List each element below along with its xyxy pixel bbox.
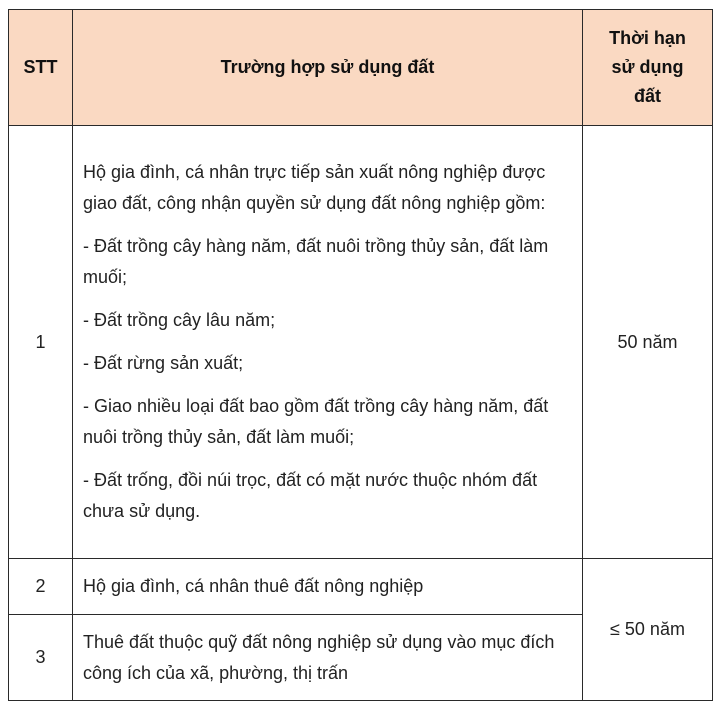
row-1-paragraph-4: - Đất rừng sản xuất;: [83, 353, 244, 373]
row-1-paragraph-5: - Giao nhiều loại đất bao gồm đất trồng cây hàng năm, đất nuôi trồng thủy sản, đất làm muối;: [83, 396, 549, 447]
table-header-row: [9, 10, 713, 126]
row-1-paragraph-2: - Đất trồng cây hàng năm, đất nuôi trồng thủy sản, đất làm muối;: [83, 236, 549, 287]
header-term: [583, 10, 713, 126]
header-term-line-1: Thời hạn: [609, 28, 686, 48]
row-1-paragraph-6: - Đất trống, đồi núi trọc, đất có mặt nước thuộc nhóm đất chưa sử dụng.: [83, 470, 538, 521]
table-row: [9, 126, 713, 559]
header-stt: STT: [9, 10, 73, 126]
row-1-stt: 1: [9, 126, 73, 559]
header-land-use-case: Trường hợp sử dụng đất: [73, 10, 583, 126]
row-3-case: [73, 615, 583, 701]
header-term-line-2: sử dụng: [611, 57, 684, 77]
land-use-term-table: [8, 9, 713, 701]
rows-2-3-term: ≤ 50 năm: [583, 559, 713, 701]
row-1-term: 50 năm: [583, 126, 713, 559]
row-1-case: [73, 126, 583, 559]
row-3-stt: 3: [9, 615, 73, 701]
table-row: [9, 559, 713, 615]
row-2-case: [73, 559, 583, 615]
header-term-line-3: đất: [634, 86, 661, 106]
row-2-stt: 2: [9, 559, 73, 615]
row-3-paragraph-1: Thuê đất thuộc quỹ đất nông nghiệp sử dụng vào mục đích công ích của xã, phường, thị trấn: [83, 631, 555, 683]
row-1-paragraph-1: Hộ gia đình, cá nhân trực tiếp sản xuất nông nghiệp được giao đất, công nhận quyền sử dụng đất nông nghiệp gồm:: [83, 162, 546, 213]
row-2-paragraph-1: Hộ gia đình, cá nhân thuê đất nông nghiệp: [83, 576, 424, 596]
row-1-paragraph-3: - Đất trồng cây lâu năm;: [83, 310, 276, 330]
